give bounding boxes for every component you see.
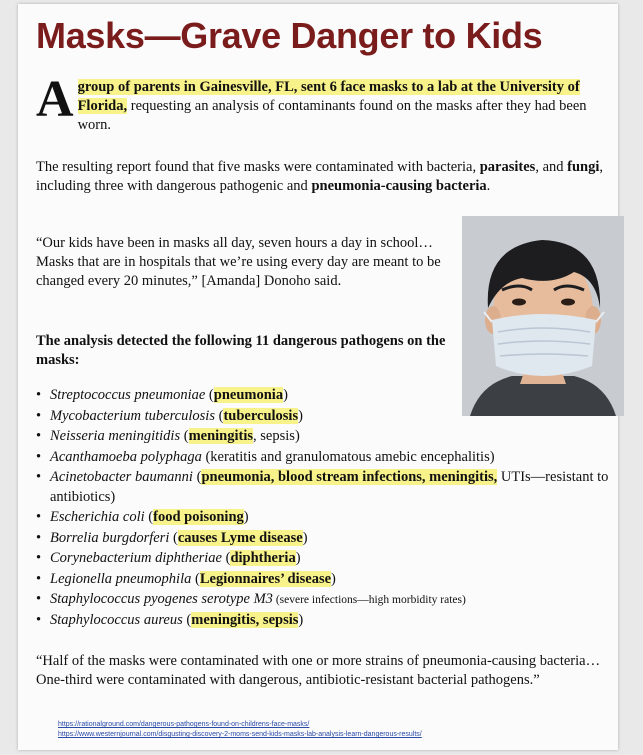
pathogen-paren-close: ) xyxy=(294,428,300,444)
pathogen-list-item xyxy=(36,549,628,570)
pathogen-name: Staphylococcus pyogenes serotype M3 xyxy=(50,591,273,607)
pathogen-name: Escherichia coli xyxy=(50,509,145,525)
pathogen-list-item xyxy=(36,570,628,591)
pathogen-paren-open: ( xyxy=(182,611,192,628)
pathogen-paren-close: ) xyxy=(110,488,116,505)
report-paragraph xyxy=(36,158,618,196)
report-text-2: , and xyxy=(535,159,568,175)
pathogen-paren-open: ( xyxy=(191,570,200,587)
pathogen-note: (severe infections—high morbidity rates) xyxy=(272,594,466,606)
source-link[interactable]: https://www.westernjournal.com/disgusting-discovery-2-moms-send-kids-masks-lab-analysis-learn-dangerous-results/ xyxy=(58,731,422,738)
pathogen-name: Borrelia burgdorferi xyxy=(50,529,170,546)
pathogen-list-heading: The analysis detected the following 11 dangerous pathogens on the masks: xyxy=(36,333,446,368)
pathogen-list-item xyxy=(36,407,628,428)
pathogen-name: Streptococcus pneumoniae xyxy=(50,387,206,403)
pathogen-disease: meningitis xyxy=(188,428,254,444)
pathogen-disease: meningitis, sepsis xyxy=(191,611,299,628)
pathogen-disease: Legionnaires’ disease xyxy=(199,570,332,587)
pathogen-disease: pneumonia xyxy=(213,387,284,403)
pathogen-list-item xyxy=(36,427,628,448)
source-links xyxy=(58,720,618,740)
intro-paragraph xyxy=(36,71,618,135)
pathogen-name: Acinetobacter baumanni xyxy=(50,469,193,485)
donoho-quote: “Our kids have been in masks all day, seven hours a day in school… Masks that are in hospitals that we’re using every day are meant to be changed every 20 minutes,” [Amanda] Donoho said. xyxy=(36,235,441,289)
pathogen-name: Legionella pneumophila xyxy=(50,570,192,587)
pathogen-paren-open: ( xyxy=(192,469,202,485)
pathogen-paren-open: ( xyxy=(221,550,231,566)
report-text-1: The resulting report found that five masks were contaminated with bacteria, xyxy=(36,159,480,175)
pathogen-list-item xyxy=(36,386,628,407)
pathogen-extra: UTIs—resistant to antibiotics xyxy=(50,469,609,505)
pathogen-paren-open: ( xyxy=(205,387,214,403)
pathogen-disease: food poisoning xyxy=(153,509,244,525)
pathogen-paren-close: ) xyxy=(283,387,288,403)
pathogen-name: Acanthamoeba polyphaga xyxy=(50,448,202,465)
pathogen-list-item xyxy=(36,448,628,469)
pathogen-name: Staphylococcus aureus xyxy=(50,611,183,628)
closing-quote: “Half of the masks were contaminated with one or more strains of pneumonia-causing bacteria… One-third were contaminated with dangerous, antibiotic-resistant bacterial pathogens.” xyxy=(36,653,601,688)
pathogen-paren-close: ) xyxy=(298,407,303,424)
pathogen-disease: causes Lyme disease xyxy=(177,529,303,546)
article-title: Masks—Grave Danger to Kids xyxy=(36,15,543,56)
pathogen-paren-close: ) xyxy=(331,570,336,587)
report-bold-parasites: parasites xyxy=(479,159,536,175)
pathogen-list-item xyxy=(36,529,628,550)
report-text-4: . xyxy=(486,178,491,194)
pathogen-disease: diphtheria xyxy=(230,550,296,566)
pathogen-name: Corynebacterium diphtheriae xyxy=(50,550,222,566)
intro-highlight: group of parents in Gainesville, FL, sent 6 face masks to a lab at the University of Florida, xyxy=(77,79,580,114)
pathogen-list xyxy=(36,386,628,631)
pathogen-paren-close: ) xyxy=(243,509,249,525)
pathogen-paren-open: ( xyxy=(169,529,178,546)
pathogen-name: Mycobacterium tuberculosis xyxy=(50,407,215,424)
pathogen-disease: pneumonia, blood stream infections, meningitis, xyxy=(201,469,498,485)
drop-cap: A xyxy=(36,71,74,128)
report-bold-fungi: fungi xyxy=(567,159,600,175)
pathogen-disease: tuberculosis xyxy=(223,407,299,424)
pathogen-paren-open: ( xyxy=(201,448,211,465)
pathogen-paren-close: ) xyxy=(302,529,308,546)
article-page xyxy=(18,4,618,750)
source-link[interactable]: https://rationalground.com/dangerous-pathogens-found-on-childrens-face-masks/ xyxy=(58,721,310,728)
pathogen-list-item xyxy=(36,468,628,508)
pathogen-list-item xyxy=(36,590,628,611)
pathogen-paren-open: ( xyxy=(214,407,224,424)
report-text-3: , including three with dangerous pathogenic and xyxy=(36,159,603,194)
pathogen-paren-close: ) xyxy=(295,550,301,566)
pathogen-paren-open: ( xyxy=(144,509,154,525)
pathogen-extra: , sepsis xyxy=(253,428,295,444)
pathogen-paren-close: ) xyxy=(298,611,304,628)
report-bold-pneumonia: pneumonia-causing bacteria xyxy=(311,178,487,194)
pathogen-list-item xyxy=(36,508,628,529)
pathogen-paren-open: ( xyxy=(180,428,189,444)
pathogen-list-item xyxy=(36,611,628,632)
pathogen-extra: keratitis and granulomatous amebic encephalitis xyxy=(210,448,490,465)
intro-rest: requesting an analysis of contaminants found on the masks after they had been worn. xyxy=(77,98,587,133)
pathogen-paren-close: ) xyxy=(489,448,495,465)
pathogen-name: Neisseria meningitidis xyxy=(50,428,181,444)
